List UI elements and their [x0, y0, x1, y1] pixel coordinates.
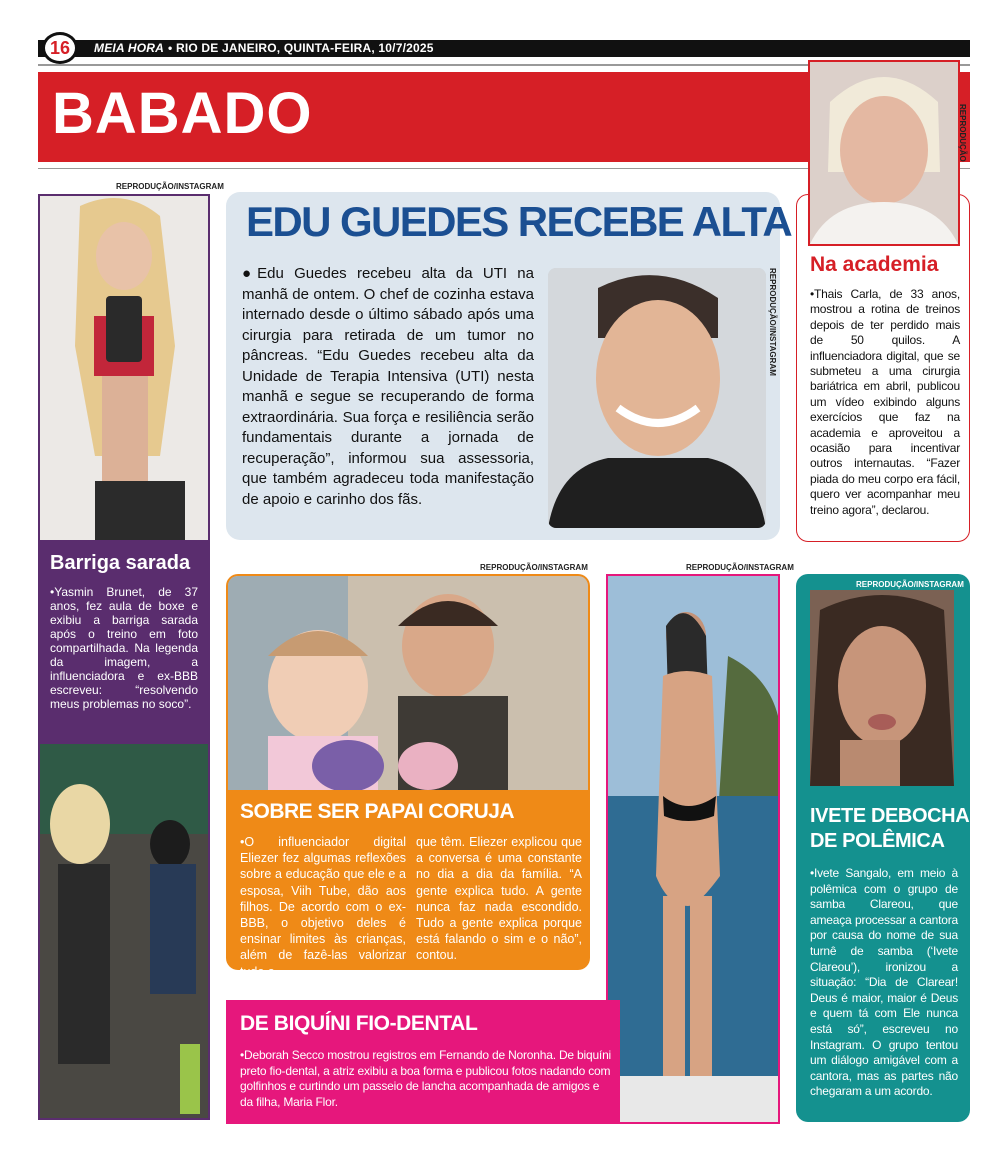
eliezer-text-col1: •O influenciador digital Eliezer fez algumas reflexões sobre a educação que ele e a esposa, Viih Tube, dão aos filhos. De acordo com o ex-BBB, o objetivo deles é ensinar limites às crianças, além de fazê-las valorizar tudo o — [240, 835, 406, 979]
deborah-photo-illustration — [608, 576, 778, 1122]
photo-credit: REPRODUÇÃO — [958, 104, 967, 162]
dateline — [94, 41, 434, 55]
thais-title: Na academia — [810, 253, 939, 276]
thais-photo — [808, 60, 960, 246]
deborah-text: •Deborah Secco mostrou registros em Fernando de Noronha. De biquíni preto fio-dental, a atriz exibiu a boa forma e publicou fotos nadando com golfinhos e curtindo um passeio de lancha acompanhada de amigos e da filha, Maria Flor. — [240, 1048, 612, 1109]
photo-credit: REPRODUÇÃO/INSTAGRAM — [856, 580, 964, 589]
edu-photo-illustration — [548, 268, 766, 528]
ivete-text: •Ivete Sangalo, em meio à polêmica com o grupo de samba Clareou, que ameaça processar a cantora por causa do nome de sua turnê de samba (‘Ivete Clareou’), ironizou a situação: “Dia de Clarear! Deus é maior, maior é Deus e quem tá com Ele nunca está só”, escreveu no Instagram. O grupo tentou um diálogo amigável com a cantora, mas as partes não chegaram a um acordo. — [810, 866, 958, 1099]
photo-credit: REPRODUÇÃO/INSTAGRAM — [480, 563, 588, 572]
photo-credit: REPRODUÇÃO/INSTAGRAM — [768, 268, 777, 376]
eliezer-photo — [228, 576, 588, 790]
ivete-title-line1: IVETE DEBOCHA — [810, 805, 970, 827]
edu-photo — [548, 268, 766, 528]
yasmin-box — [38, 542, 210, 742]
eliezer-photo-illustration — [228, 576, 588, 790]
ivete-title-line2: DE POLÊMICA — [810, 830, 945, 852]
photo-credit: REPRODUÇÃO/INSTAGRAM — [686, 563, 794, 572]
ivete-photo — [810, 590, 954, 786]
photo-credit: REPRODUÇÃO/INSTAGRAM — [116, 182, 224, 191]
yasmin-photo-illustration — [40, 196, 208, 540]
section-title: BABADO — [52, 81, 313, 146]
brand-name: MEIA HORA — [94, 41, 165, 55]
yasmin-photo — [38, 194, 210, 542]
ivete-title — [810, 804, 969, 854]
yasmin-text: •Yasmin Brunet, de 37 anos, fez aula de boxe e exibiu a barriga sarada após o treino em foto compartilhada. Na legenda da imagem, a influenciadora e ex-BBB escreveu: “resolvendo meus problemas no soco”. — [50, 585, 198, 711]
ivete-photo-illustration — [810, 590, 954, 786]
thais-text: •Thais Carla, de 33 anos, mostrou a rotina de treinos depois de ter perdido mais de 50 quilos. A influenciadora digital, que se submeteu a uma cirurgia bariátrica em abril, publicou um vídeo exibindo alguns exercícios que faz na academia e aproveitou a ocasião para incentivar outros internautas. “Fazer piada do meu corpo era fácil, quero ver acompanhar meu treino agora”, declarou. — [810, 287, 960, 517]
deborah-title: DE BIQUÍNI FIO-DENTAL — [240, 1012, 478, 1035]
yasmin-boxing-photo — [38, 742, 210, 1120]
deborah-photo — [606, 574, 780, 1124]
yasmin-boxing-illustration — [40, 744, 208, 1118]
page-number: 16 — [42, 32, 78, 64]
dateline-text: • RIO DE JANEIRO, QUINTA-FEIRA, 10/7/2025 — [168, 41, 434, 55]
edu-text: ●Edu Guedes recebeu alta da UTI na manhã de ontem. O chef de cozinha estava internado desde o último sábado após uma cirurgia para retirada de um tumor no pâncreas. “Edu Guedes recebeu alta da Unidade de Terapia Intensiva (UTI) nesta manhã e segue se recuperando de forma extraordinária. Sua força e resiliência serão fundamentais durante a jornada de recuperação”, informou sua assessoria, que também agradeceu toda manifestação de apoio e carinho dos fãs. — [242, 265, 534, 508]
thais-photo-illustration — [810, 62, 958, 244]
eliezer-text-col2: que têm. Eliezer explicou que a conversa é uma constante no dia a dia da família. “A gente explica tudo. A gente nunca faz nada escondido. Tudo a gente explica porque está falando o sim e o não”, contou. — [416, 835, 582, 963]
eliezer-title: SOBRE SER PAPAI CORUJA — [240, 800, 515, 823]
yasmin-title: Barriga sarada — [50, 552, 191, 574]
edu-title: EDU GUEDES RECEBE ALTA — [246, 198, 792, 245]
